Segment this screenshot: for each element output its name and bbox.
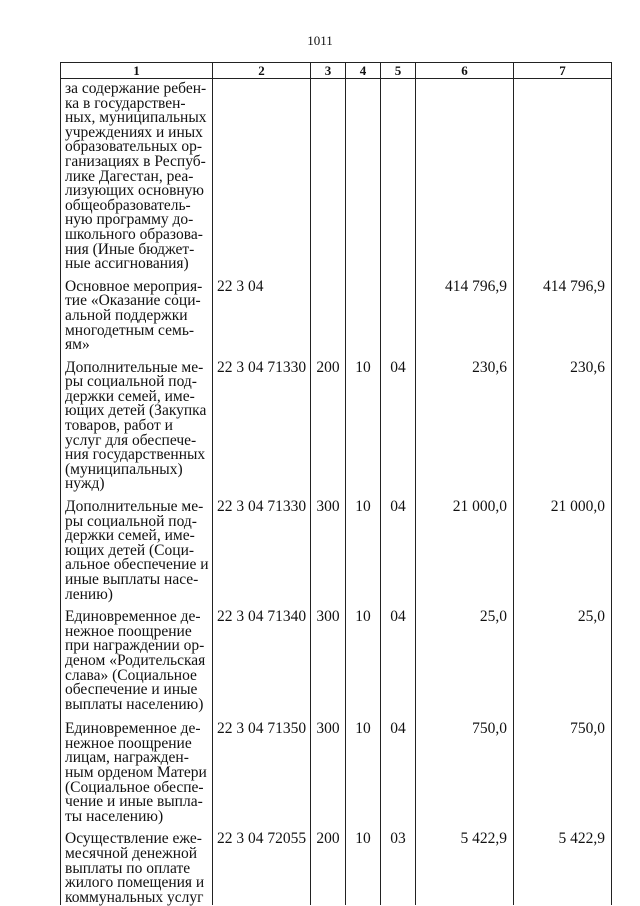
- row-code-cell: 22 3 04 71330: [213, 492, 311, 602]
- row-col3-cell: 200: [311, 353, 346, 492]
- row-col4-cell: [346, 79, 381, 272]
- row-name-text: Дополнительные ме- ры социальной под- держки семей, име- ющих детей (Соци- альное обеспечение и иные выплаты насе- лению): [65, 498, 209, 603]
- column-header-5: 5: [381, 63, 416, 79]
- row-col5-cell: [381, 272, 416, 353]
- row-code-cell: 22 3 04 71350: [213, 714, 311, 824]
- row-col4-cell: 10: [346, 602, 381, 714]
- row-code-cell: [213, 79, 311, 272]
- table-header-row: [61, 63, 612, 79]
- row-col7-cell: 750,0: [514, 714, 612, 824]
- row-name-cell: [61, 272, 213, 353]
- row-col5-cell: [381, 79, 416, 272]
- row-col4-cell: 10: [346, 353, 381, 492]
- row-col5-cell: 04: [381, 492, 416, 602]
- row-col3-cell: 300: [311, 602, 346, 714]
- row-code-cell: 22 3 04 71340: [213, 602, 311, 714]
- row-name-text: Осуществление еже- месячной денежной выплаты по оплате жилого помещения и коммунальных услуг: [65, 830, 205, 906]
- row-col4-cell: 10: [346, 824, 381, 905]
- column-header-6: 6: [416, 63, 514, 79]
- row-name-cell: [61, 714, 213, 824]
- row-col6-cell: [416, 79, 514, 272]
- table-row: [61, 79, 612, 272]
- row-col5-cell: 03: [381, 824, 416, 905]
- row-col3-cell: 300: [311, 714, 346, 824]
- row-col7-cell: 25,0: [514, 602, 612, 714]
- row-col7-cell: [514, 79, 612, 272]
- row-name-cell: [61, 79, 213, 272]
- column-header-1: 1: [61, 63, 213, 79]
- page-number: 1011: [307, 33, 333, 48]
- row-col7-cell: 5 422,9: [514, 824, 612, 905]
- budget-table: [60, 62, 612, 905]
- row-col4-cell: [346, 272, 381, 353]
- row-col3-cell: [311, 272, 346, 353]
- column-header-7: 7: [514, 63, 612, 79]
- table-row: [61, 492, 612, 602]
- row-col3-cell: 200: [311, 824, 346, 905]
- table-row: [61, 602, 612, 714]
- row-name-text: Единовременное де- нежное поощрение лицам, награжден- ным орденом Матери (Социальное обеспе- чение и иные выпла- ты населению): [65, 720, 207, 825]
- row-name-text: Единовременное де- нежное поощрение при награждении ор- деном «Родительская слава» (Социальное обеспечение и иные выплаты населению): [65, 608, 206, 713]
- row-col4-cell: 10: [346, 714, 381, 824]
- row-col7-cell: 414 796,9: [514, 272, 612, 353]
- column-header-2: 2: [213, 63, 311, 79]
- row-name-cell: [61, 824, 213, 905]
- row-code-cell: 22 3 04: [213, 272, 311, 353]
- row-name-text: Основное мероприя- тие «Оказание соци- альной поддержки многодетным семь- ям»: [65, 277, 203, 354]
- row-col4-cell: 10: [346, 492, 381, 602]
- row-col6-cell: 21 000,0: [416, 492, 514, 602]
- row-col6-cell: 25,0: [416, 602, 514, 714]
- table-row: [61, 824, 612, 905]
- row-col5-cell: 04: [381, 602, 416, 714]
- table-row: [61, 272, 612, 353]
- row-name-cell: [61, 602, 213, 714]
- row-col3-cell: 300: [311, 492, 346, 602]
- row-name-cell: [61, 353, 213, 492]
- column-header-4: 4: [346, 63, 381, 79]
- row-col6-cell: 750,0: [416, 714, 514, 824]
- row-code-cell: 22 3 04 71330: [213, 353, 311, 492]
- row-col7-cell: 21 000,0: [514, 492, 612, 602]
- table-row: [61, 714, 612, 824]
- row-col6-cell: 414 796,9: [416, 272, 514, 353]
- row-col7-cell: 230,6: [514, 353, 612, 492]
- row-col5-cell: 04: [381, 714, 416, 824]
- row-col5-cell: 04: [381, 353, 416, 492]
- row-col3-cell: [311, 79, 346, 272]
- row-name-text: Дополнительные ме- ры социальной под- держки семей, име- ющих детей (Закупка товаров, работ и услуг для обеспече- ния государственных (муниципальных) нужд): [65, 358, 207, 493]
- row-col6-cell: 230,6: [416, 353, 514, 492]
- row-code-cell: 22 3 04 72055: [213, 824, 311, 905]
- column-header-3: 3: [311, 63, 346, 79]
- row-name-text: за содержание ребен- ка в государствен- ных, муниципальных учреждениях и иных образовательных ор- ганизациях в Респуб- лике Дагестан, реа- лизующих основную общеобразователь- ную программу до- школьного образова- ния (Иные бюджет- ные ассигнования): [65, 80, 207, 273]
- row-name-cell: [61, 492, 213, 602]
- row-col6-cell: 5 422,9: [416, 824, 514, 905]
- table-row: [61, 353, 612, 492]
